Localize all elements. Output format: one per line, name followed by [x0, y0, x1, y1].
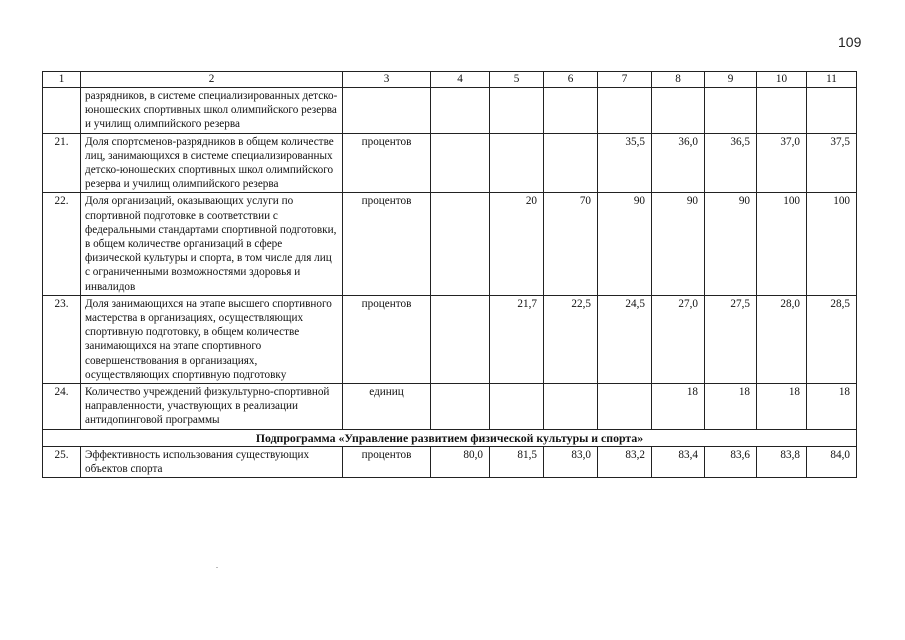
value-cell-col-6	[544, 384, 598, 430]
value-cell-col-5: 81,5	[490, 446, 544, 477]
value-cell-col-11: 18	[807, 384, 857, 430]
value-cell-col-4	[431, 384, 490, 430]
row-number: 25.	[43, 446, 81, 477]
value-cell-col-4	[431, 88, 490, 134]
value-cell-col-8: 83,4	[652, 446, 705, 477]
unit-of-measure: процентов	[343, 295, 431, 383]
value-cell-col-4: 80,0	[431, 446, 490, 477]
value-cell-col-10: 18	[757, 384, 807, 430]
value-cell-col-5: 21,7	[490, 295, 544, 383]
value-cell-col-9: 36,5	[705, 133, 757, 193]
column-number-9: 9	[705, 72, 757, 88]
value-cell-col-8: 36,0	[652, 133, 705, 193]
table-row	[43, 384, 857, 430]
subprogram-title: Подпрограмма «Управление развитием физической культуры и спорта»	[43, 429, 857, 446]
value-cell-col-11: 28,5	[807, 295, 857, 383]
value-cell-col-7: 24,5	[598, 295, 652, 383]
indicator-name: разрядников, в системе специализированных детско-юношеских спортивных школ олимпийского резерва и училищ олимпийского резерва	[81, 88, 343, 134]
value-cell-col-5	[490, 88, 544, 134]
value-cell-col-10: 37,0	[757, 133, 807, 193]
value-cell-col-6	[544, 133, 598, 193]
unit-of-measure: процентов	[343, 133, 431, 193]
value-cell-col-10: 28,0	[757, 295, 807, 383]
column-number-8: 8	[652, 72, 705, 88]
value-cell-col-5	[490, 384, 544, 430]
row-number: 21.	[43, 133, 81, 193]
unit-of-measure	[343, 88, 431, 134]
value-cell-col-11: 100	[807, 193, 857, 295]
value-cell-col-7	[598, 88, 652, 134]
column-number-row	[43, 72, 857, 88]
value-cell-col-11: 84,0	[807, 446, 857, 477]
value-cell-col-8: 27,0	[652, 295, 705, 383]
indicator-name: Доля занимающихся на этапе высшего спортивного мастерства в организациях, осуществляющих спортивную подготовку, в общем количестве занимающихся на этапе спортивного совершенствования в организациях, осуществляющих спортивную подготовку	[81, 295, 343, 383]
table-row	[43, 295, 857, 383]
value-cell-col-10	[757, 88, 807, 134]
column-number-3: 3	[343, 72, 431, 88]
page-number: 109	[838, 34, 862, 50]
value-cell-col-8: 90	[652, 193, 705, 295]
column-number-10: 10	[757, 72, 807, 88]
value-cell-col-8: 18	[652, 384, 705, 430]
table-row	[43, 88, 857, 134]
column-number-11: 11	[807, 72, 857, 88]
table-row	[43, 446, 857, 477]
column-number-6: 6	[544, 72, 598, 88]
value-cell-col-9	[705, 88, 757, 134]
value-cell-col-4	[431, 193, 490, 295]
value-cell-col-9: 18	[705, 384, 757, 430]
value-cell-col-10: 100	[757, 193, 807, 295]
column-number-2: 2	[81, 72, 343, 88]
unit-of-measure: единиц	[343, 384, 431, 430]
row-number: 22.	[43, 193, 81, 295]
value-cell-col-5: 20	[490, 193, 544, 295]
value-cell-col-7: 83,2	[598, 446, 652, 477]
value-cell-col-6	[544, 88, 598, 134]
value-cell-col-11: 37,5	[807, 133, 857, 193]
value-cell-col-7: 35,5	[598, 133, 652, 193]
value-cell-col-8	[652, 88, 705, 134]
table-row	[43, 133, 857, 193]
value-cell-col-7	[598, 384, 652, 430]
value-cell-col-5	[490, 133, 544, 193]
value-cell-col-4	[431, 295, 490, 383]
scan-mark	[216, 567, 218, 568]
value-cell-col-10: 83,8	[757, 446, 807, 477]
indicator-name: Количество учреждений физкультурно-спортивной направленности, участвующих в реализации антидопинговой программы	[81, 384, 343, 430]
indicator-name: Доля спортсменов-разрядников в общем количестве лиц, занимающихся в системе специализированных детско-юношеских спортивных школ олимпийского резерва и училищ олимпийского резерва	[81, 133, 343, 193]
value-cell-col-6: 83,0	[544, 446, 598, 477]
table-row	[43, 193, 857, 295]
value-cell-col-9: 27,5	[705, 295, 757, 383]
row-number: 23.	[43, 295, 81, 383]
indicators-table	[42, 71, 857, 478]
value-cell-col-11	[807, 88, 857, 134]
column-number-7: 7	[598, 72, 652, 88]
unit-of-measure: процентов	[343, 446, 431, 477]
value-cell-col-7: 90	[598, 193, 652, 295]
column-number-1: 1	[43, 72, 81, 88]
value-cell-col-6: 22,5	[544, 295, 598, 383]
column-number-4: 4	[431, 72, 490, 88]
row-number: 24.	[43, 384, 81, 430]
subprogram-section-row	[43, 429, 857, 446]
unit-of-measure: процентов	[343, 193, 431, 295]
value-cell-col-9: 83,6	[705, 446, 757, 477]
row-number	[43, 88, 81, 134]
value-cell-col-6: 70	[544, 193, 598, 295]
value-cell-col-4	[431, 133, 490, 193]
value-cell-col-9: 90	[705, 193, 757, 295]
column-number-5: 5	[490, 72, 544, 88]
indicator-name: Эффективность использования существующих объектов спорта	[81, 446, 343, 477]
indicator-name: Доля организаций, оказывающих услуги по спортивной подготовке в соответствии с федеральными стандартами спортивной подготовки, в общем количестве организаций в сфере физической культуры и спорта, в том числе для лиц с ограниченными возможностями здоровья и инвалидов	[81, 193, 343, 295]
